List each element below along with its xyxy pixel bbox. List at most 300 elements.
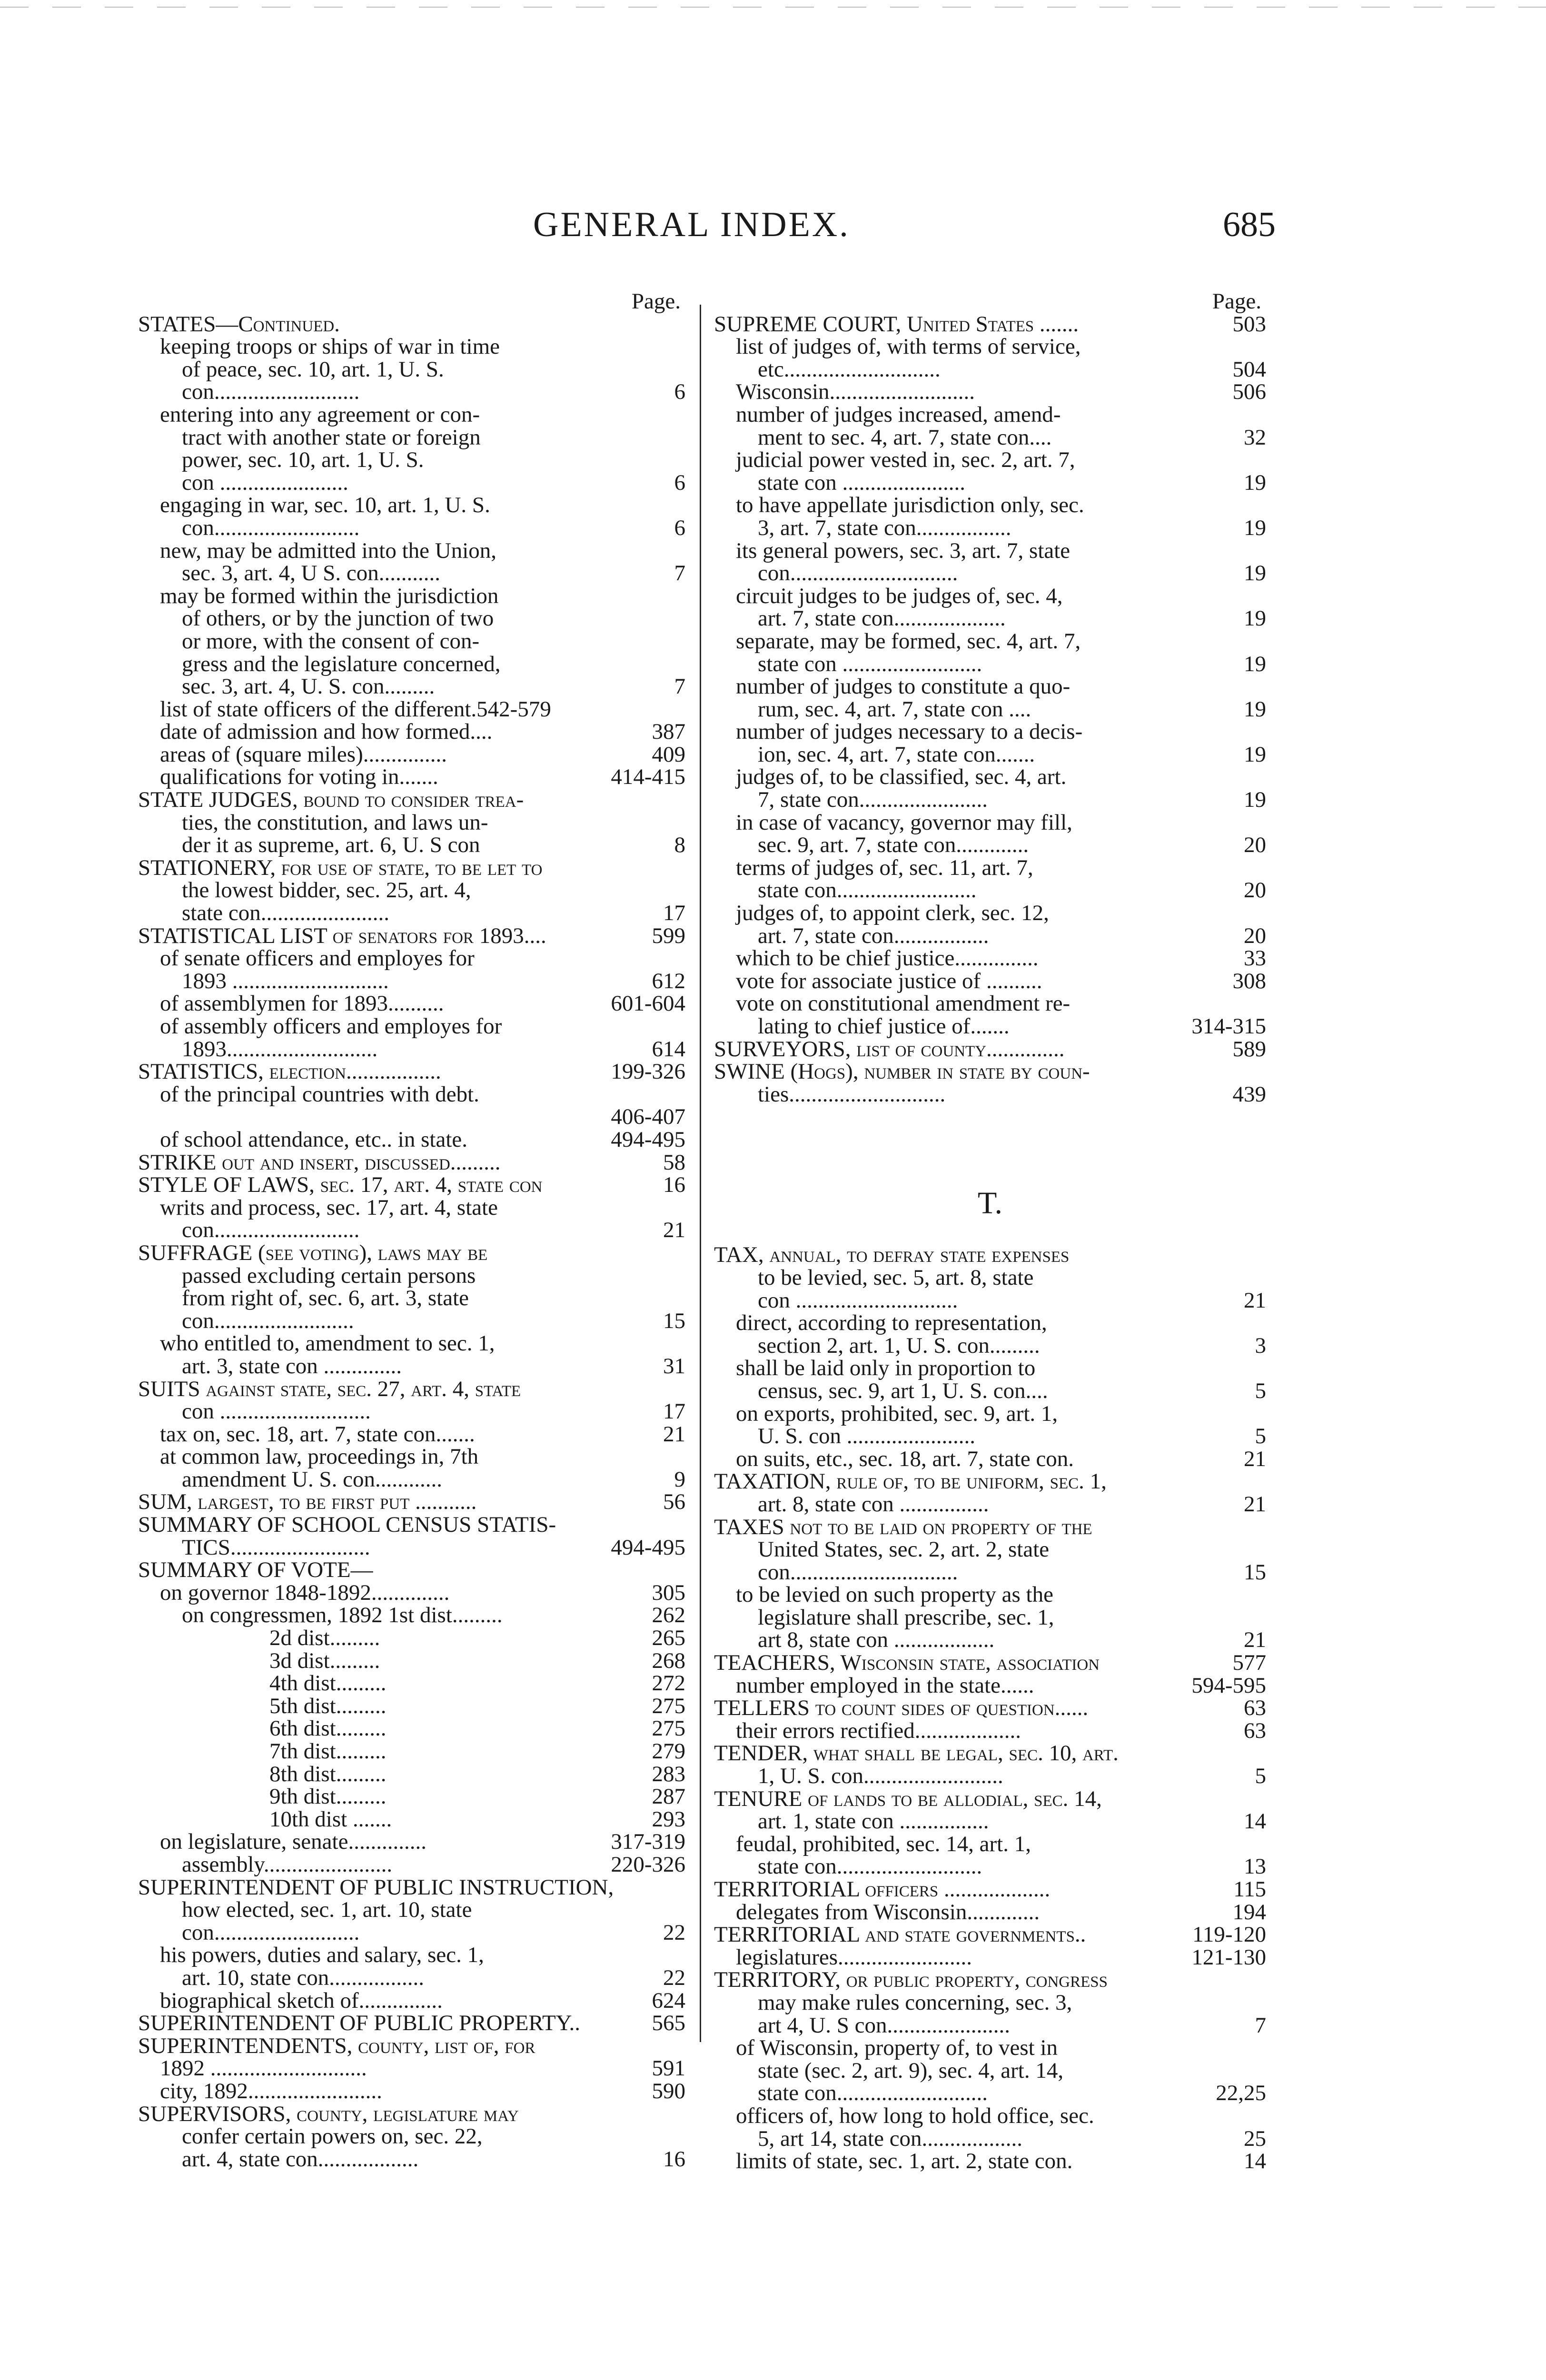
entry-text: state con.......................... [758, 1854, 982, 1879]
entry-text: 5th dist......... [269, 1693, 386, 1718]
entry-page-ref: 19 [1244, 606, 1266, 631]
index-line [138, 925, 685, 948]
entry-page-ref: 17 [663, 1399, 685, 1424]
index-entry [138, 1831, 685, 1854]
entry-text: of assemblymen for 1893.......... [160, 991, 444, 1016]
index-line [714, 925, 1266, 948]
index-line [714, 517, 1266, 540]
scan-edge-line [0, 7, 1546, 8]
entry-page-ref: 19 [1244, 515, 1266, 540]
entry-text: TERRITORIAL officers ................... [714, 1877, 1050, 1902]
entry-page-ref: 494-495 [611, 1127, 685, 1152]
entry-text: of the principal countries with debt. [160, 1081, 479, 1107]
index-line [714, 1697, 1266, 1720]
index-entry [714, 857, 1266, 902]
entry-text: STATES—Continued. [138, 311, 340, 337]
entry-text: SUITS against state, sec. 27, art. 4, state [138, 1376, 521, 1401]
entry-text: SUPREME COURT, United States ....... [714, 311, 1079, 337]
entry-text: 1893 ............................ [182, 968, 389, 993]
entry-page-ref: 439 [1232, 1081, 1266, 1107]
entry-text: amendment U. S. con............ [182, 1467, 442, 1492]
index-line [714, 2014, 1266, 2037]
entry-text: judges of, to appoint clerk, sec. 12, [736, 901, 1049, 926]
index-entry [138, 313, 685, 336]
entry-page-ref: 13 [1244, 1854, 1266, 1879]
index-entry [138, 1332, 685, 1378]
entry-text: art. 7, state con................. [758, 923, 989, 948]
entry-text: shall be laid only in proportion to [736, 1356, 1036, 1381]
entry-page-ref: 305 [652, 1580, 685, 1605]
index-line [714, 2105, 1266, 2128]
entry-page-ref: 14 [1244, 1809, 1266, 1834]
index-entry [714, 947, 1266, 970]
index-entry [714, 585, 1266, 630]
right-column [714, 290, 1266, 2173]
entry-text: in case of vacancy, governor may fill, [736, 810, 1072, 835]
index-line [138, 313, 685, 336]
index-line [714, 607, 1266, 630]
entry-text: con.......................... [182, 1218, 360, 1243]
index-line [138, 585, 685, 608]
index-line [714, 449, 1266, 472]
index-line [138, 902, 685, 925]
entry-text: SUPERINTENDENTS, county, list of, for [138, 2033, 535, 2058]
index-line [138, 630, 685, 653]
index-entry [138, 2012, 685, 2035]
entry-text: number of judges to constitute a quo- [736, 674, 1070, 699]
entry-text: from right of, sec. 6, art. 3, state [182, 1286, 469, 1311]
index-line [138, 336, 685, 358]
index-line [714, 2060, 1266, 2082]
index-line [714, 1720, 1266, 1743]
index-entry [714, 992, 1266, 1038]
entry-page-ref: 5 [1255, 1424, 1266, 1449]
index-line [714, 494, 1266, 517]
entry-text: TENURE of lands to be allodial, sec. 14, [714, 1786, 1102, 1811]
entry-page-ref: 577 [1232, 1650, 1266, 1676]
entry-text: con.......................... [182, 379, 360, 405]
entry-text: con.......................... [182, 1920, 360, 1945]
page-number: 685 [1223, 205, 1276, 244]
index-entry [714, 1788, 1266, 1833]
index-line [138, 1695, 685, 1718]
entry-text: 4th dist......... [269, 1671, 386, 1696]
entry-text: con ............................. [758, 1288, 958, 1313]
entry-text: power, sec. 10, art. 1, U. S. [182, 447, 424, 473]
entry-text: STATISTICAL LIST of senators for 1893.... [138, 923, 546, 948]
index-line [714, 2082, 1266, 2105]
index-entry [138, 1808, 685, 1831]
entry-text: rum, sec. 4, art. 7, state con .... [758, 696, 1031, 722]
entry-text: 1, U. S. con......................... [758, 1764, 1003, 1789]
index-entry [138, 1061, 685, 1083]
letter-heading: T. [978, 1186, 1002, 1221]
index-entry [138, 766, 685, 789]
entry-text: United States, sec. 2, art. 2, state [758, 1537, 1050, 1562]
entry-text: STYLE OF LAWS, sec. 17, art. 4, state con [138, 1172, 543, 1198]
entry-text: 8th dist......... [269, 1761, 386, 1786]
index-line [714, 1038, 1266, 1061]
entry-page-ref: 220-326 [611, 1852, 685, 1877]
index-line [138, 1061, 685, 1083]
index-line [138, 1740, 685, 1763]
entry-page-ref: 283 [652, 1761, 685, 1786]
index-entry [714, 336, 1266, 381]
index-entry [714, 494, 1266, 539]
entry-text: areas of (square miles)............... [160, 742, 447, 767]
entry-text: TENDER, what shall be legal, sec. 10, art. [714, 1741, 1119, 1766]
index-line [138, 1197, 685, 1220]
index-line [138, 1717, 685, 1740]
entry-text: Wisconsin.......................... [736, 379, 975, 405]
entry-text: TAX, annual, to defray state expenses [714, 1242, 1070, 1268]
left-column [138, 290, 685, 2171]
index-entry [138, 1740, 685, 1763]
entry-text: number of judges increased, amend- [736, 402, 1061, 427]
index-line [714, 834, 1266, 857]
index-line [714, 1335, 1266, 1358]
index-entry [714, 1403, 1266, 1448]
index-entry [138, 1129, 685, 1151]
entry-text: which to be chief justice............... [736, 946, 1039, 971]
entry-page-ref: 21 [1244, 1491, 1266, 1517]
entry-text: judges of, to be classified, sec. 4, art. [736, 764, 1067, 790]
index-line [714, 404, 1266, 426]
index-line [138, 1876, 685, 1899]
entry-text: art. 7, state con.................... [758, 606, 1006, 631]
entry-page-ref: 3 [1255, 1333, 1266, 1358]
index-line [138, 1650, 685, 1673]
entry-text: at common law, proceedings in, 7th [160, 1444, 479, 1469]
index-entry [138, 1242, 685, 1332]
entry-page-ref: 5 [1255, 1764, 1266, 1789]
entry-text: of others, or by the junction of two [182, 606, 494, 631]
index-entry [714, 1901, 1266, 1924]
index-line [138, 1763, 685, 1786]
index-line [138, 1899, 685, 1922]
index-line [138, 744, 685, 766]
index-line [138, 1242, 685, 1265]
entry-text: SWINE (Hogs), number in state by coun- [714, 1059, 1090, 1084]
index-line [138, 1604, 685, 1627]
index-line [714, 789, 1266, 812]
entry-text: engaging in war, sec. 10, art. 1, U. S. [160, 493, 490, 518]
index-entry [714, 970, 1266, 993]
index-entry [714, 1448, 1266, 1471]
index-entry [138, 1015, 685, 1061]
entry-text: 3d dist......... [269, 1648, 380, 1673]
entry-text: on exports, prohibited, sec. 9, art. 1, [736, 1401, 1058, 1426]
entry-text: legislatures........................ [736, 1944, 972, 1970]
index-line [138, 381, 685, 404]
index-entry [714, 1946, 1266, 1969]
index-entry [714, 1924, 1266, 1946]
entry-page-ref: 19 [1244, 561, 1266, 586]
entry-text: der it as supreme, art. 6, U. S con [182, 833, 480, 858]
index-line [138, 1332, 685, 1355]
index-line [714, 1901, 1266, 1924]
index-line [138, 970, 685, 993]
entry-page-ref: 16 [663, 1172, 685, 1198]
entry-page-ref: 565 [652, 2011, 685, 2036]
index-entry [714, 1584, 1266, 1652]
index-entry [138, 1491, 685, 1514]
index-entry [138, 1627, 685, 1650]
entry-text: vote on constitutional amendment re- [736, 991, 1070, 1016]
entry-text: city, 1892........................ [160, 2078, 382, 2103]
entry-page-ref: 31 [663, 1353, 685, 1378]
index-line [138, 404, 685, 426]
entry-text: qualifications for voting in....... [160, 764, 438, 790]
entry-page-ref: 21 [1244, 1288, 1266, 1313]
entry-text: ment to sec. 4, art. 7, state con.... [758, 425, 1052, 450]
index-line [138, 2148, 685, 2171]
entry-text: state (sec. 2, art. 9), sec. 4, art. 14, [758, 2058, 1064, 2083]
entry-text: writs and process, sec. 17, art. 4, state [160, 1195, 498, 1220]
index-entry [714, 812, 1266, 857]
index-entry [714, 1038, 1266, 1061]
index-entry [138, 540, 685, 585]
index-line [714, 1380, 1266, 1403]
entry-page-ref: 19 [1244, 651, 1266, 676]
index-entry [714, 1697, 1266, 1720]
entry-text: con ....................... [182, 470, 348, 495]
index-line [138, 1151, 685, 1174]
entry-text: art. 3, state con .............. [182, 1353, 402, 1378]
entry-text: or more, with the consent of con- [182, 628, 480, 654]
index-entry [138, 1785, 685, 1808]
entry-page-ref: 199-326 [611, 1059, 685, 1084]
index-line [714, 2128, 1266, 2151]
entry-text: its general powers, sec. 3, art. 7, state [736, 538, 1070, 563]
entry-text: direct, according to representation, [736, 1310, 1047, 1336]
column-divider [700, 305, 701, 2042]
index-entry [138, 992, 685, 1015]
index-line [138, 1400, 685, 1423]
index-entry [714, 381, 1266, 404]
index-line [714, 1516, 1266, 1539]
entry-text: may be formed within the jurisdiction [160, 583, 499, 608]
index-entry [138, 1876, 685, 1944]
index-line [714, 1470, 1266, 1493]
index-line [138, 1967, 685, 1990]
index-entry [138, 1083, 685, 1129]
entry-text: on governor 1848-1892.............. [160, 1580, 450, 1605]
entry-text: state con ......................... [758, 651, 982, 676]
entry-text: con.............................. [758, 1559, 958, 1585]
entry-text: officers of, how long to hold office, sec. [736, 2103, 1094, 2128]
index-line [714, 630, 1266, 653]
index-line [714, 1675, 1266, 1697]
entry-text: to be levied, sec. 5, art. 8, state [758, 1265, 1034, 1290]
entry-page-ref: 612 [652, 968, 685, 993]
entry-page-ref: 33 [1244, 946, 1266, 971]
index-entry [138, 404, 685, 494]
entry-text: 6th dist......... [269, 1716, 386, 1741]
index-entry [714, 2105, 1266, 2150]
entry-text: of school attendance, etc.. in state. [160, 1127, 467, 1152]
index-line [714, 1969, 1266, 1992]
entry-page-ref: 275 [652, 1693, 685, 1718]
index-line [138, 1944, 685, 1967]
entry-page-ref: 317-319 [611, 1829, 685, 1854]
entry-text: art. 10, state con................. [182, 1965, 425, 1990]
index-line [714, 1810, 1266, 1833]
entry-page-ref: 287 [652, 1784, 685, 1809]
entry-text: con ........................... [182, 1399, 371, 1424]
index-line [138, 1854, 685, 1876]
entry-page-ref: 115 [1233, 1877, 1266, 1902]
entry-text: SUFFRAGE (see voting), laws may be [138, 1240, 488, 1265]
index-line [138, 540, 685, 563]
entry-page-ref: 6 [674, 515, 685, 540]
index-entry [138, 494, 685, 539]
index-line [138, 517, 685, 540]
entry-page-ref: 601-604 [611, 991, 685, 1016]
entry-text: SUMMARY OF SCHOOL CENSUS STATIS- [138, 1512, 556, 1537]
entry-text: STRIKE out and insert, discussed......... [138, 1150, 501, 1175]
index-entry [714, 404, 1266, 449]
entry-text: new, may be admitted into the Union, [160, 538, 497, 563]
index-entry [714, 1675, 1266, 1697]
index-entry [714, 2150, 1266, 2173]
index-line [138, 675, 685, 698]
index-line [138, 1537, 685, 1559]
entry-text: STATISTICS, election................. [138, 1059, 441, 1084]
index-entry [138, 1604, 685, 1627]
index-entry [138, 1672, 685, 1695]
entry-text: on congressmen, 1892 1st dist......... [182, 1603, 503, 1628]
entry-page-ref: 19 [1244, 470, 1266, 495]
index-entry [138, 1695, 685, 1718]
entry-text: the lowest bidder, sec. 25, art. 4, [182, 878, 471, 903]
entry-text: number employed in the state...... [736, 1673, 1034, 1698]
entry-text: who entitled to, amendment to sec. 1, [160, 1331, 495, 1356]
index-line [138, 1627, 685, 1650]
entry-text: list of judges of, with terms of service, [736, 334, 1081, 359]
entry-text: TEACHERS, Wisconsin state, association [714, 1650, 1100, 1676]
entry-text: art 8, state con .................. [758, 1627, 995, 1653]
entry-page-ref: 19 [1244, 742, 1266, 767]
index-entry [138, 1582, 685, 1605]
entry-text: of senate officers and employes for [160, 946, 475, 971]
index-line [138, 1083, 685, 1106]
entry-text: of peace, sec. 10, art. 1, U. S. [182, 357, 444, 382]
index-line [714, 1878, 1266, 1901]
index-entry [714, 766, 1266, 811]
right-page-label: Page. [1212, 289, 1261, 314]
entry-page-ref: 6 [674, 470, 685, 495]
entry-text: 1892 ............................ [160, 2056, 367, 2081]
entry-text: STATE JUDGES, bound to consider trea- [138, 787, 524, 813]
index-line [714, 1742, 1266, 1765]
index-line [138, 449, 685, 472]
index-line [138, 812, 685, 834]
entry-page-ref: 414-415 [611, 764, 685, 790]
index-line [138, 1582, 685, 1605]
entry-text: 3, art. 7, state con................. [758, 515, 1011, 540]
entry-text: terms of judges of, sec. 11, art. 7, [736, 855, 1033, 880]
index-line [138, 1038, 685, 1061]
index-line [714, 1425, 1266, 1448]
entry-page-ref: 503 [1232, 311, 1266, 337]
index-line [714, 970, 1266, 993]
entry-page-ref: 308 [1232, 968, 1266, 993]
index-entry [138, 1514, 685, 1559]
entry-page-ref: 504 [1232, 357, 1266, 382]
index-line [138, 1831, 685, 1854]
index-line [714, 1561, 1266, 1584]
index-entry [138, 1650, 685, 1673]
entry-text: number of judges necessary to a decis- [736, 719, 1083, 744]
index-entry [714, 1742, 1266, 1787]
index-entry [138, 1763, 685, 1786]
page-title: GENERAL INDEX. [533, 205, 850, 244]
index-entry [714, 1878, 1266, 1901]
index-line [714, 1267, 1266, 1289]
index-entry [138, 947, 685, 992]
index-line [138, 1287, 685, 1310]
index-line [138, 1468, 685, 1491]
page-header [533, 205, 1276, 257]
right-entries-s [714, 313, 1266, 1106]
entry-text: section 2, art. 1, U. S. con......... [758, 1333, 1040, 1358]
index-line [714, 1584, 1266, 1606]
index-line [138, 698, 685, 721]
index-line [714, 1924, 1266, 1946]
index-line [138, 494, 685, 517]
index-entry [138, 1717, 685, 1740]
entry-text: TERRITORY, or public property, congress [714, 1967, 1108, 1993]
entry-text: his powers, duties and salary, sec. 1, [160, 1943, 484, 1968]
index-line [138, 653, 685, 676]
entry-text: U. S. con ....................... [758, 1424, 975, 1449]
entry-text: passed excluding certain persons [182, 1263, 476, 1288]
entry-text: 1893........................... [182, 1036, 378, 1061]
entry-page-ref: 14 [1244, 2149, 1266, 2174]
index-line [714, 698, 1266, 721]
index-line [138, 472, 685, 495]
index-line [138, 1355, 685, 1378]
entry-text: confer certain powers on, sec. 22, [182, 2124, 483, 2149]
index-entry [138, 744, 685, 766]
index-entry [714, 630, 1266, 675]
entry-page-ref: 589 [1232, 1036, 1266, 1061]
entry-text: 5, art 14, state con.................. [758, 2126, 1023, 2151]
index-line [714, 1357, 1266, 1380]
entry-text: legislature shall prescribe, sec. 1, [758, 1605, 1054, 1630]
entry-page-ref: 279 [652, 1739, 685, 1764]
index-line [138, 1446, 685, 1468]
entry-text: 2d dist......... [269, 1626, 380, 1651]
entry-text: sec. 3, art. 4, U. S. con......... [182, 674, 435, 699]
index-line [714, 812, 1266, 834]
entry-page-ref: 494-495 [611, 1535, 685, 1560]
entry-text: 9th dist......... [269, 1784, 386, 1809]
entry-page-ref: 7 [674, 674, 685, 699]
index-line [714, 857, 1266, 880]
index-entry [138, 1854, 685, 1876]
entry-page-ref: 22 [663, 1965, 685, 1990]
index-line [138, 766, 685, 789]
index-line [714, 2150, 1266, 2173]
entry-page-ref: 56 [663, 1489, 685, 1515]
index-entry [138, 585, 685, 698]
index-line [714, 585, 1266, 608]
entry-page-ref: 15 [1244, 1559, 1266, 1585]
index-entry [138, 698, 685, 721]
entry-text: SUPERINTENDENT OF PUBLIC INSTRUCTION, [138, 1874, 614, 1900]
